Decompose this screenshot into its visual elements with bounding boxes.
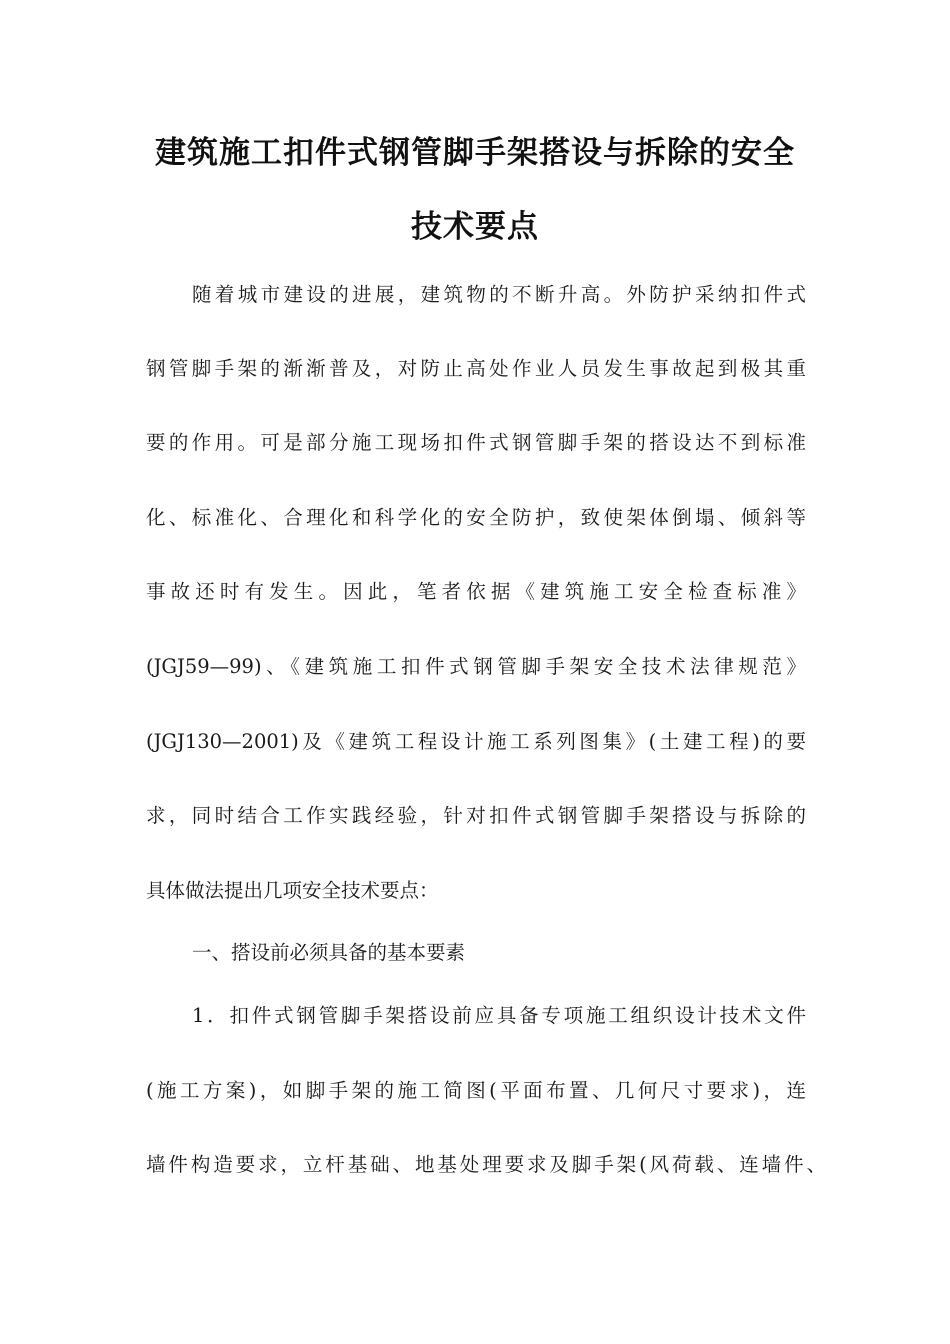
section-heading: 一、搭设前必须具备的基本要素: [192, 941, 466, 964]
intro-paragraph-line-2: 钢管脚手架的渐渐普及，对防止高处作业人员发生事故起到极其重: [146, 357, 806, 380]
item1-line-1: 1．扣件式钢管脚手架搭设前应具备专项施工组织设计技术文件: [192, 1004, 806, 1027]
document-title-line-1: 建筑施工扣件式钢管脚手架搭设与拆除的安全: [155, 135, 795, 171]
item1-line-3: 墙件构造要求，立杆基础、地基处理要求及脚手架(风荷载、连墙件、: [146, 1153, 826, 1176]
intro-paragraph-line-3: 要的作用。可是部分施工现场扣件式钢管脚手架的搭设达不到标准: [146, 431, 806, 454]
document-title-line-2: 技术要点: [411, 209, 539, 245]
item1-line-2: (施工方案)，如脚手架的施工简图(平面布置、几何尺寸要求)，连: [146, 1079, 806, 1102]
intro-paragraph-line-7: (JGJ130—2001)及《建筑工程设计施工系列图集》(土建工程)的要: [146, 730, 806, 753]
intro-paragraph-line-5: 事故还时有发生。因此，笔者依据《建筑施工安全检查标准》: [146, 580, 806, 603]
intro-paragraph-line-9: 具体做法提出几项安全技术要点：: [146, 879, 439, 902]
intro-paragraph-line-1: 随着城市建设的进展，建筑物的不断升高。外防护采纳扣件式: [192, 283, 806, 306]
intro-paragraph-line-6: (JGJ59—99)、《建筑施工扣件式钢管脚手架安全技术法律规范》: [146, 655, 806, 678]
intro-paragraph-line-4: 化、标准化、合理化和科学化的安全防护，致使架体倒塌、倾斜等: [146, 506, 806, 529]
intro-paragraph-line-8: 求，同时结合工作实践经验，针对扣件式钢管脚手架搭设与拆除的: [146, 804, 806, 827]
